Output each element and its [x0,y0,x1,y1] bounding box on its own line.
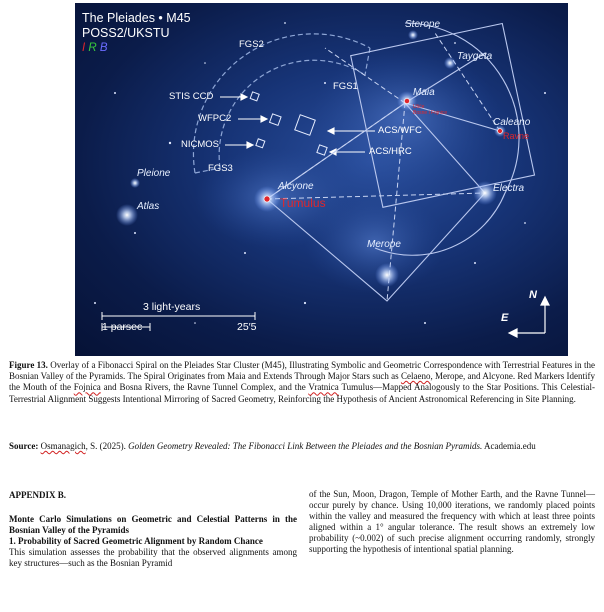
source-label: Source: [9,441,39,451]
source-citation [9,441,595,452]
scale-arcmin: 25′5 [237,321,257,333]
marker-label-maia [413,104,447,116]
star-label-merope: Merope [367,239,401,250]
appendix-heading: APPENDIX B. [9,490,67,500]
label-fgs2: FGS2 [239,39,264,50]
figure-title: The Pleiades • M45 [82,11,191,25]
caption-fojnica: Fojnica [73,382,101,393]
compass [509,297,549,337]
compass-east: E [501,312,509,324]
label-acs-wfc: ACS/WFC [378,125,422,136]
scale-parsec: 1 parsec [102,321,143,333]
caption-celaeno: Celaeno [400,371,431,382]
caption-text2: , Merope, and Alcyone. Red Markers Identify the Mouth of the [9,371,596,393]
filter-legend [82,41,108,55]
label-wfpc2: WFPC2 [198,113,232,124]
filter-b: B [99,42,108,54]
filter-r: R [88,42,97,54]
figure-caption [9,360,595,405]
star-label-caleano: Caleano [493,117,531,128]
star-pleione [130,178,140,188]
marker-alcyone [264,196,270,202]
filter-i: I [82,42,86,54]
marker-maia [404,98,409,103]
caption-label: Figure 13. [9,360,48,370]
right-column [309,489,595,555]
caption-text: Overlay of a Fibonacci Spiral on the Pleiades Star Cluster (M45), Illustrating Symbolic and Geometric Correspondence with Terrestrial Features in the Bosnian Valley of the Pyramids. The Spiral Originates from Maia and Extends Through Major Stars such as [9,360,595,382]
marker-caleano [498,129,503,134]
appendix-subheading: Monte Carlo Simulations on Geometric and Celestial Patterns in the Bosnian Valley of the Pyramids [9,514,297,535]
source-publisher: Academia.edu [484,441,536,451]
label-stis-ccd: STIS CCD [169,91,214,102]
caption-text3: and Bosna Rivers, the Ravne Tunnel Complex, and the [100,382,309,393]
left-column [9,514,297,569]
label-nicmos: NICMOS [181,139,219,150]
source-author: Osmanagich [40,441,86,451]
right-paragraph: of the Sun, Moon, Dragon, Temple of Mother Earth, and the Ravne Tunnel—occur purely by chance. Using 10,000 iterations, we randomly placed points within the valley and measured the frequency with which at least three points aligned within a 1° angular tolerance. The result shows an extremely low probability (~0.002) of such precise alignment occurring randomly, strongly supporting the hypothesis of intentional spatial planning. [309,489,595,554]
star-label-alcyone: Alcyone [278,181,314,192]
pleiades-figure [75,3,568,356]
caption-vratnica: Vratnica [308,382,339,393]
marker-maia-line1: Ušće [413,104,425,110]
star-label-atlas: Atlas [137,201,160,212]
compass-north: N [529,289,537,301]
star-merope [375,263,399,287]
label-fgs1: FGS1 [333,81,358,92]
marker-label-tumulus: Tumulus [280,196,326,210]
label-fgs3: FGS3 [208,163,233,174]
marker-label-ravne: Ravne [503,131,530,141]
star-label-sterope: Sterope [405,19,441,30]
star-sterope [408,30,418,40]
section-heading: 1. Probability of Sacred Geometric Alignment by Random Chance [9,536,263,546]
nebula-glow [310,48,500,188]
source-author-rest: , S. (2025). [85,441,129,451]
star-label-taygeta: Taygeta [457,51,493,62]
star-label-electra: Electra [493,183,525,194]
star-taygeta [444,57,456,69]
scale-light-years: 3 light-years [143,301,201,313]
left-paragraph: This simulation assesses the probability that the observed alignments among key structures—such as the Bosnian Pyramid [9,547,297,568]
label-acs-hrc: ACS/HRC [369,146,412,157]
figure-survey: POSS2/UKSTU [82,26,170,40]
star-label-maia: Maia [413,87,435,98]
source-title: Golden Geometry Revealed: The Fibonacci Link Between the Pleiades and the Bosnian Pyramids. [128,441,483,451]
star-label-pleione: Pleione [137,168,171,179]
caption-text4: Tumulus—Mapped Analogously to the Star Positions. This Celestial-Terrestrial Alignment Suggests Intentional Mirroring of Sacred Geometry, Reinforcing the Hypothesis of Ancient Astronomical Referencing in Site Planning. [9,382,595,404]
star-atlas [116,204,138,226]
marker-maia-line2: Bosne i Fojnice [413,110,448,116]
